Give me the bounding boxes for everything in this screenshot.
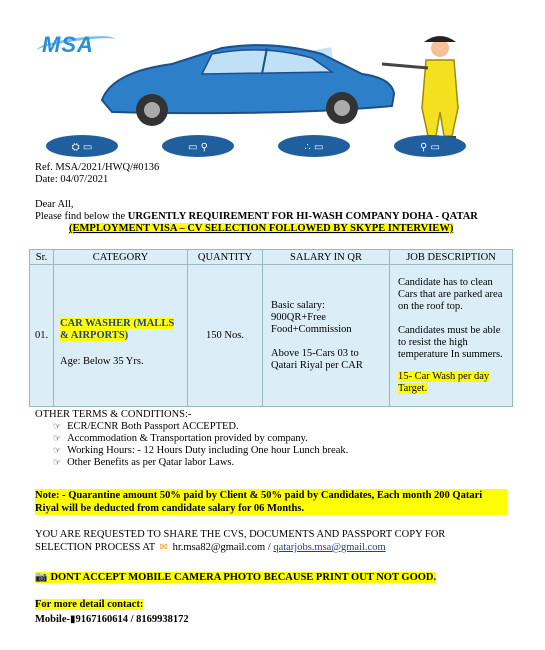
salary-basic: Basic salary: 900QR+Free Food+Commission — [271, 299, 352, 335]
salary-commission: Above 15-Cars 03 to Qatari Riyal per CAR — [271, 347, 363, 371]
list-item — [53, 433, 348, 445]
terms-block — [35, 409, 348, 469]
list-item — [53, 421, 348, 433]
terms-list — [53, 421, 348, 469]
contact-block — [35, 597, 189, 627]
header-sr: Sr. — [30, 250, 54, 265]
header-category: CATEGORY — [54, 250, 188, 265]
pointing-hand-icon: ☞ — [53, 434, 62, 444]
table-header-row — [30, 250, 513, 265]
employment-subtitle: (EMPLOYMENT VISA – CV SELECTION FOLLOWED BY SKYPE INTERVIEW) — [69, 223, 454, 234]
row-job-description — [390, 265, 513, 407]
contact-mobile — [35, 612, 189, 627]
reference-block — [35, 162, 159, 186]
car-wash-illustration — [32, 12, 514, 158]
svg-text:∴ ▭: ∴ ▭ — [304, 142, 324, 153]
svg-text:▭ ⚲: ▭ ⚲ — [188, 142, 208, 153]
contact-title: For more detail contact: — [35, 599, 144, 610]
term-text: Accommodation & Transportation provided by company. — [67, 433, 308, 444]
request-process-text: SELECTION PROCESS AT — [35, 542, 155, 553]
mail-icon: ✉ — [159, 542, 169, 553]
greeting-block — [35, 199, 478, 223]
category-name: CAR WASHER (MALLS & AIRPORTS) — [60, 318, 175, 341]
job-line-1: Candidate has to clean Cars that are parked area on the roof top. — [398, 276, 503, 312]
quarantine-note: Note: - Quarantine amount 50% paid by Client & 50% paid by Candidates, Each month 200 Qatari Riyal will be deducted from candidate salary for 06 Months. — [35, 489, 507, 515]
greeting-intro — [35, 211, 478, 223]
job-line-2: Candidates must be able to resist the high temperature In summers. — [398, 324, 503, 360]
warning-text: DONT ACCEPT MOBILE CAMERA PHOTO BECAUSE PRINT OUT NOT GOOD. — [50, 572, 437, 583]
service-icon-3 — [278, 135, 350, 157]
header-job-description: JOB DESCRIPTION — [390, 250, 513, 265]
intro-headline: URGENTLY REQUIREMENT FOR HI-WASH COMPANY DOHA - QATAR — [127, 211, 478, 222]
job-target: 15- Car Wash per day Target. — [398, 370, 490, 394]
intro-text: Please find below the — [35, 211, 128, 222]
job-table — [29, 249, 513, 407]
service-icon-2 — [162, 135, 234, 157]
email-primary: hr.msa82@gmail.com / — [172, 542, 271, 553]
service-icon-4 — [394, 135, 466, 157]
row-category — [54, 265, 188, 407]
company-logo: MSA — [42, 32, 94, 57]
phone-icon: ▮ — [70, 614, 76, 625]
row-salary — [263, 265, 390, 407]
service-icon-1 — [46, 135, 118, 157]
pointing-hand-icon: ☞ — [53, 446, 62, 456]
mobile-label: Mobile- — [35, 614, 70, 625]
mobile-numbers: 9167160614 / 8169938172 — [75, 614, 189, 625]
submission-request — [35, 528, 445, 554]
list-item — [53, 457, 348, 469]
category-age: Age: Below 35 Yrs. — [60, 356, 144, 367]
reference-date: Date: 04/07/2021 — [35, 174, 109, 185]
header-banner — [32, 12, 514, 158]
camera-warning — [35, 572, 436, 583]
term-text: Other Benefits as per Qatar labor Laws. — [67, 457, 235, 468]
table-row — [30, 265, 513, 407]
email-secondary-link[interactable]: qatarjobs.msa@gmail.com — [273, 542, 386, 553]
camera-icon: 📷 — [35, 572, 48, 583]
header-salary: SALARY IN QR — [263, 250, 390, 265]
list-item — [53, 445, 348, 457]
term-text: Working Hours: - 12 Hours Duty including One hour Lunch break. — [67, 445, 349, 456]
row-sr: 01. — [30, 265, 54, 407]
pointing-hand-icon: ☞ — [53, 422, 62, 432]
terms-title: OTHER TERMS & CONDITIONS:- — [35, 409, 192, 420]
svg-text:⛭ ▭: ⛭ ▭ — [71, 142, 93, 153]
row-quantity: 150 Nos. — [188, 265, 263, 407]
request-line-2 — [35, 541, 445, 554]
greeting-salutation: Dear All, — [35, 199, 74, 210]
request-line-1: YOU ARE REQUESTED TO SHARE THE CVS, DOCUMENTS AND PASSPORT COPY FOR — [35, 529, 446, 540]
reference-number: Ref. MSA/2021/HWQ/#0136 — [35, 162, 160, 173]
pointing-hand-icon: ☞ — [53, 458, 62, 468]
term-text: ECR/ECNR Both Passport ACCEPTED. — [67, 421, 239, 432]
header-quantity: QUANTITY — [188, 250, 263, 265]
svg-text:⚲ ▭: ⚲ ▭ — [420, 142, 440, 153]
